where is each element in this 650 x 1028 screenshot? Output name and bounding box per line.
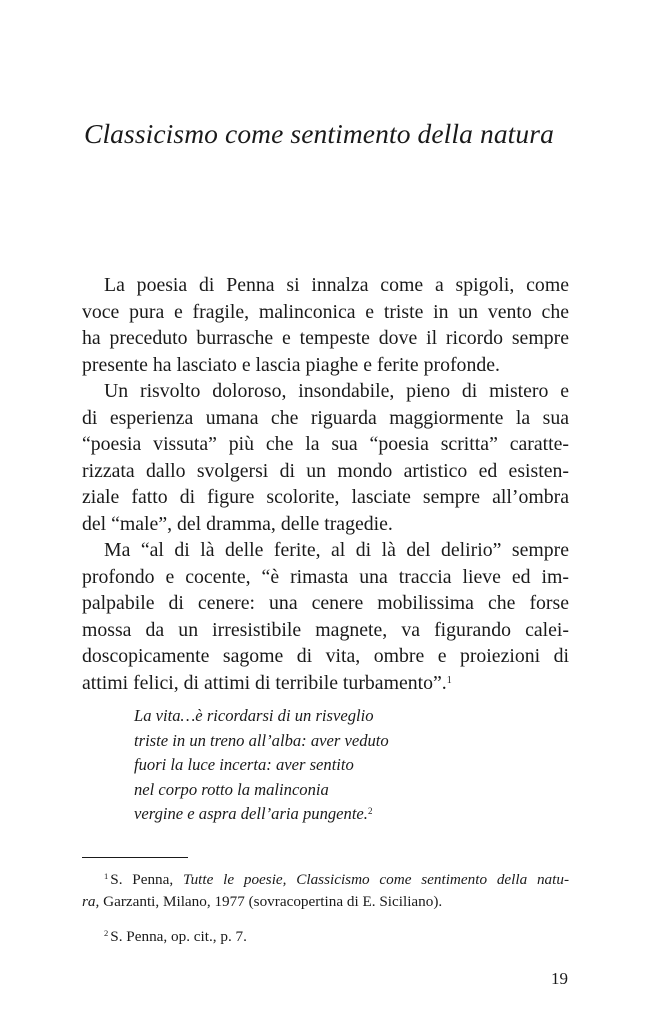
text-line: del “male”, del dramma, delle tragedie.: [82, 512, 393, 535]
footnote-1-work-title-end: ra,: [82, 893, 100, 910]
footnote-ref-1: 1: [446, 674, 452, 686]
footnote-2: [82, 926, 569, 948]
footnote-2-text: S. Penna, op. cit., p. 7.: [110, 928, 247, 945]
footnotes: [82, 869, 569, 948]
text-line: doscopicamente sagome di vita, ombre e proiezioni di: [82, 645, 569, 667]
footnote-divider: [82, 857, 188, 858]
poem-quote: [134, 704, 389, 827]
paragraph-3: [82, 537, 569, 696]
footnote-1-line-2: [82, 891, 569, 913]
footnote-1-work-title: Tutte le poesie, Classicismo come sentimento della natu-: [182, 871, 570, 888]
text-line: La poesia di Penna si innalza come a spigoli, come: [104, 274, 569, 296]
text-line: ha preceduto burrasche e tempeste dove il ricordo sempre: [82, 327, 569, 349]
poem-line: [134, 802, 389, 827]
text-line: ziale fatto di figure scolorite, lasciate sempre all’ombra: [82, 486, 569, 508]
poem-line: La vita…è ricordarsi di un risveglio: [134, 706, 374, 725]
text-line: mossa da un irresistibile magnete, va figurando calei-: [82, 618, 569, 641]
poem-line: fuori la luce incerta: aver sentito: [134, 755, 354, 774]
footnote-1-author: S. Penna,: [110, 871, 183, 888]
footnote-marker-2: 2: [104, 928, 109, 938]
paragraph-2: [82, 378, 569, 537]
footnote-ref-2: 2: [367, 806, 373, 816]
footnote-1-publisher: Garzanti, Milano, 1977 (sovracopertina di E. Siciliano).: [99, 893, 443, 910]
text-line: profondo e cocente, “è rimasta una traccia lieve ed im-: [82, 565, 569, 588]
text-line: Un risvolto doloroso, insondabile, pieno di mistero e: [104, 380, 569, 402]
paragraph-1: [82, 272, 569, 378]
footnote-1-line-1: [82, 869, 569, 891]
text-line: “poesia vissuta” più che la sua “poesia scritta” caratte-: [82, 433, 569, 455]
text-line: [82, 670, 569, 697]
poem-line: triste in un treno all’alba: aver veduto: [134, 730, 389, 750]
text-line: palpabile di cenere: una cenere mobilissima che forse: [82, 592, 569, 614]
text-line: rizzata dallo svolgersi di un mondo artistico ed esisten-: [82, 459, 569, 482]
footnote-marker-1: 1: [104, 871, 109, 881]
text-line: Ma “al di là delle ferite, al di là del delirio” sempre: [104, 539, 569, 561]
text-line: voce pura e fragile, malinconica e triste in un vento che: [82, 300, 569, 323]
poem-line-content: vergine e aspra dell’aria pungente.: [134, 804, 368, 823]
page-number: 19: [551, 969, 568, 988]
poem-line: nel corpo rotto la malinconia: [134, 779, 329, 799]
chapter-title: Classicismo come sentimento della natura: [84, 118, 554, 149]
body-text: [82, 272, 569, 696]
text-line: di esperienza umana che riguarda maggiormente la sua: [82, 406, 569, 429]
text-line-content: attimi felici, di attimi di terribile turbamento”.: [82, 671, 447, 694]
text-line: presente ha lasciato e lascia piaghe e ferite profonde.: [82, 353, 500, 376]
